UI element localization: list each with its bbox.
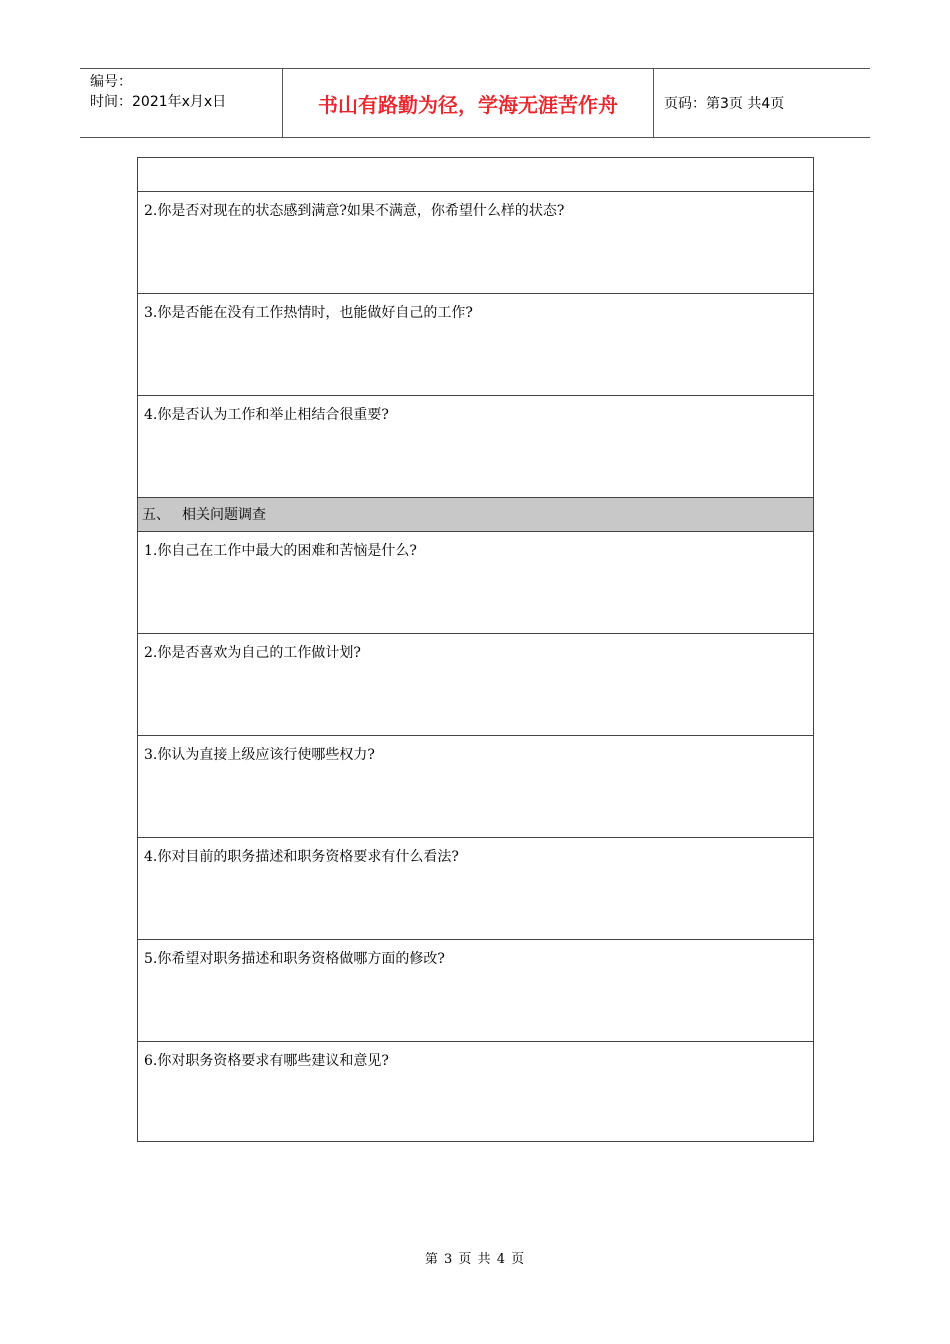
header-page-info-cell [654,69,870,137]
table-row-question[interactable] [138,940,813,1042]
table-row-question[interactable] [138,1042,813,1141]
table-row-question[interactable] [138,532,813,634]
header-page-info: 页码：第3页 共4页 [664,96,785,112]
table-row-question[interactable] [138,736,813,838]
question-text: 2.你是否喜欢为自己的工作做计划? [144,645,361,661]
question-text: 4.你对目前的职务描述和职务资格要求有什么看法? [144,849,459,865]
question-text: 3.你是否能在没有工作热情时，也能做好自己的工作? [144,305,473,321]
question-text: 4.你是否认为工作和举止相结合很重要? [144,407,389,423]
header-motto-cell [282,69,654,137]
table-row-question[interactable] [138,396,813,498]
header-meta [80,69,282,137]
question-text: 3.你认为直接上级应该行使哪些权力? [144,747,375,763]
section-title-text: 相关问题调查 [182,507,266,523]
section-title [142,506,266,524]
table-row-blank[interactable] [138,158,813,192]
document-time-label: 时间：2021年x月x日 [90,94,227,110]
table-row-question[interactable] [138,634,813,736]
table-row-question[interactable] [138,192,813,294]
section-header-row [138,498,813,532]
section-number: 五、 [142,507,170,523]
header-motto: 书山有路勤为径，学海无涯苦作舟 [318,92,618,117]
question-text: 5.你希望对职务描述和职务资格做哪方面的修改? [144,951,445,967]
question-text: 6.你对职务资格要求有哪些建议和意见? [144,1053,389,1069]
table-row-question[interactable] [138,294,813,396]
document-number-label: 编号： [90,74,132,90]
table-row-question[interactable] [138,838,813,940]
question-text: 2.你是否对现在的状态感到满意?如果不满意，你希望什么样的状态? [144,203,565,219]
page-footer: 第 3 页 共 4 页 [424,1252,526,1267]
page-header [80,68,870,138]
questionnaire-table [137,157,814,1142]
question-text: 1.你自己在工作中最大的困难和苦恼是什么? [144,543,417,559]
